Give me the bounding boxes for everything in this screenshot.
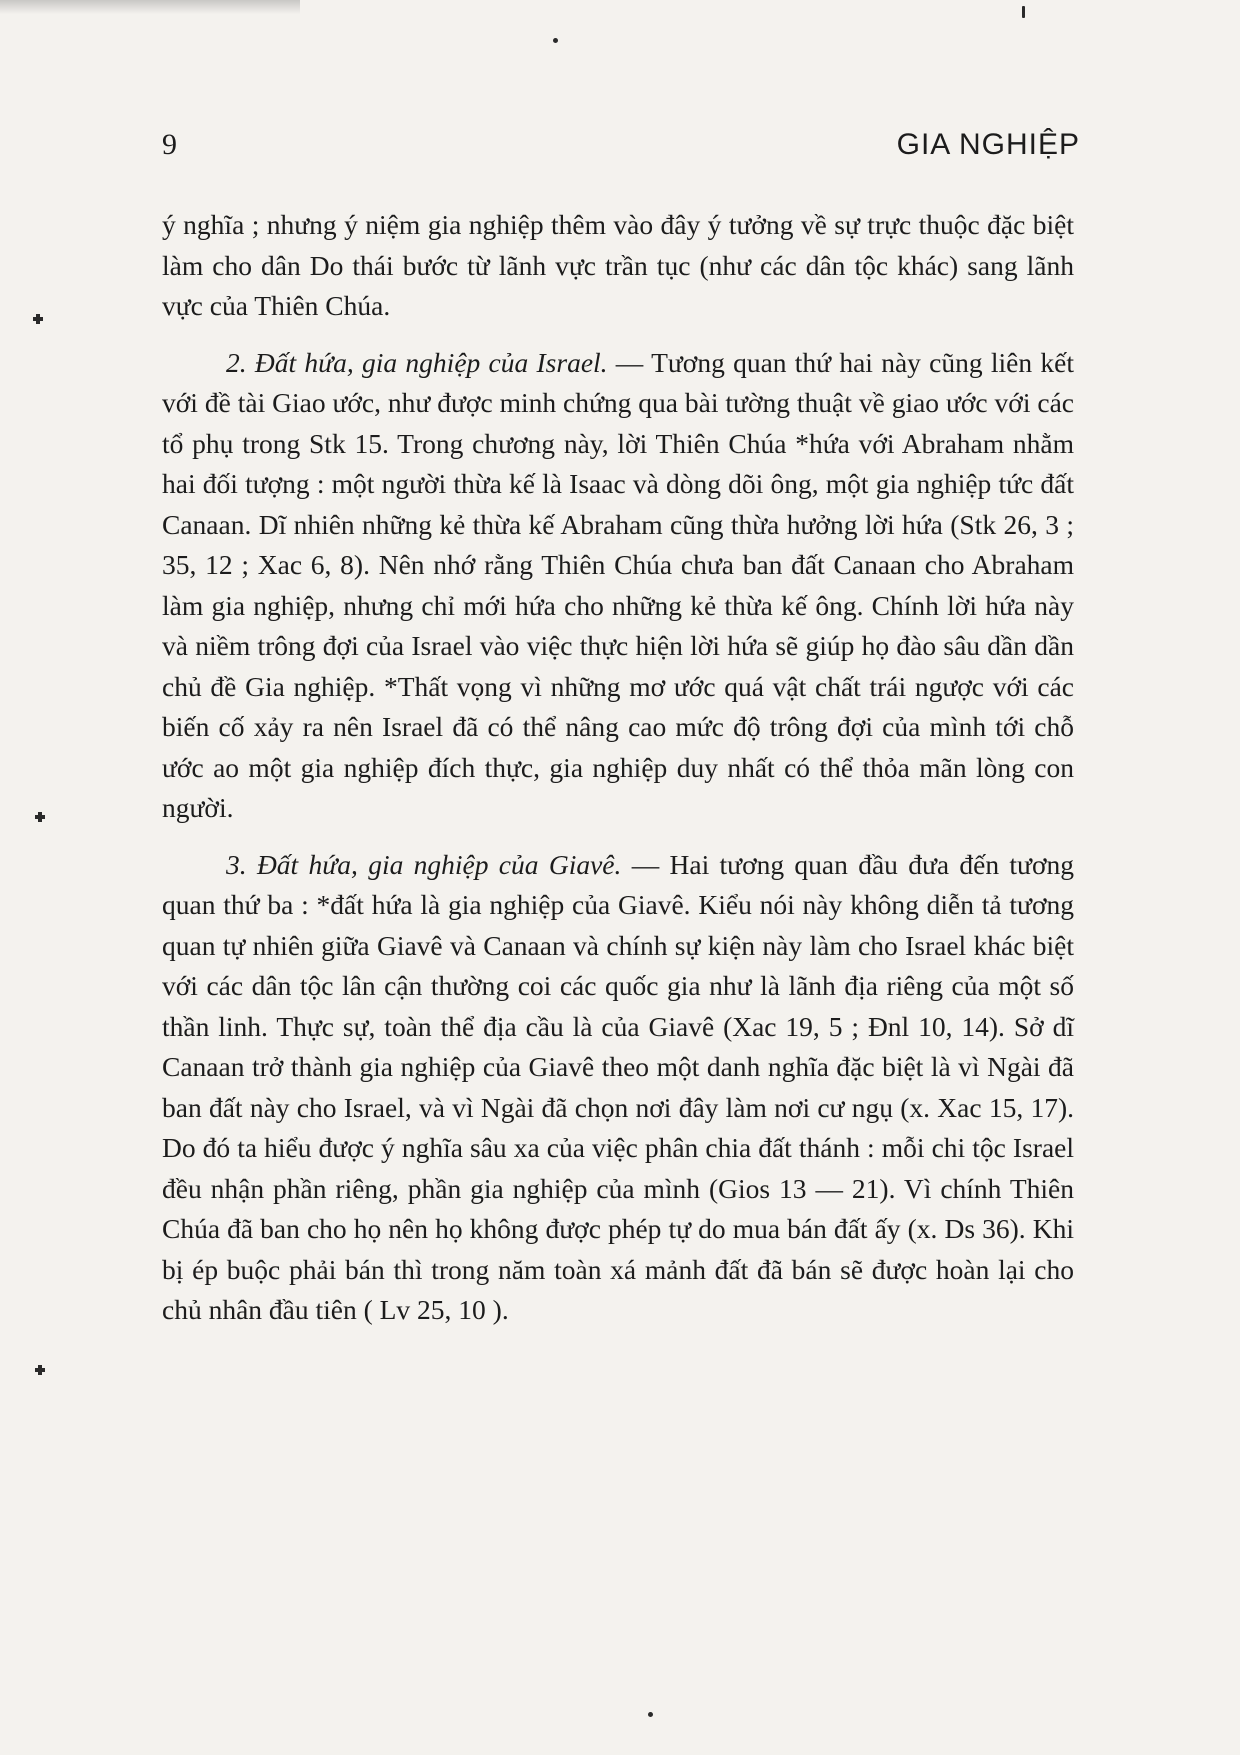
scan-edge-shadow	[0, 0, 300, 14]
page-number: 9	[162, 128, 177, 161]
paragraph-text: — Hai tương quan đầu đưa đến tương quan thứ ba : *đất hứa là gia nghiệp của Giavê. Kiểu nói này không diễn tả tương quan tự nhiên giữa Giavê và Canaan và chính sự kiện này làm cho Israel khác biệt với các dân tộc lân cận thường coi các quốc gia như là lãnh địa riêng của một số thần linh. Thực sự, toàn thể địa cầu là của Giavê (Xac 19, 5 ; Đnl 10, 14). Sở dĩ Canaan trở thành gia nghiệp của Giavê theo một danh nghĩa đặc biệt là vì Ngài đã ban đất này cho Israel, và vì Ngài đã chọn nơi đây làm nơi cư ngụ (x. Xac 15, 17). Do đó ta hiểu được ý nghĩa sâu xa của việc phân chia đất thánh : mỗi chi tộc Israel đều nhận phần riêng, phần gia nghiệp của mình (Gios 13 — 21). Vì chính Thiên Chúa đã ban cho họ nên họ không được phép tự do mua bán đất ấy (x. Ds 36). Khi bị ép buộc phải bán thì trong năm toàn xá mảnh đất đã bán sẽ được hoàn lại cho chủ nhân đầu tiên ( Lv 25, 10 ).	[162, 848, 1075, 1325]
ink-speck	[553, 38, 558, 43]
paragraph-text: ý nghĩa ; nhưng ý niệm gia nghiệp thêm vào đây ý tưởng về sự trực thuộc đặc biệt làm cho dân Do thái bước từ lãnh vực trần tục (như các dân tộc khác) sang lãnh vực của Thiên Chúa.	[162, 209, 1074, 321]
margin-cross-mark	[33, 314, 43, 324]
ink-speck	[648, 1712, 653, 1717]
section-heading: 2. Đất hứa, gia nghiệp của Israel.	[226, 346, 608, 378]
section-giave	[162, 845, 1074, 1331]
body-text	[162, 205, 1074, 1331]
ink-speck	[1022, 6, 1025, 18]
section-israel	[162, 343, 1074, 829]
margin-cross-mark	[35, 1365, 45, 1375]
section-heading: 3. Đất hứa, gia nghiệp của Giavê.	[226, 848, 622, 880]
paragraph-text: — Tương quan thứ hai này cũng liên kết với đề tài Giao ước, như được minh chứng qua bài tường thuật về giao ước với các tổ phụ trong Stk 15. Trong chương này, lời Thiên Chúa *hứa với Abraham nhằm hai đối tượng : một người thừa kế là Isaac và dòng dõi ông, một gia nghiệp tức đất Canaan. Dĩ nhiên những kẻ thừa kế Abraham cũng thừa hưởng lời hứa (Stk 26, 3 ; 35, 12 ; Xac 6, 8). Nên nhớ rằng Thiên Chúa chưa ban đất Canaan cho Abraham làm gia nghiệp, nhưng chỉ mới hứa cho những kẻ thừa kế ông. Chính lời hứa này và niềm trông đợi của Israel vào việc thực hiện lời hứa sẽ giúp họ đào sâu dần dần chủ đề Gia nghiệp. *Thất vọng vì những mơ ước quá vật chất trái ngược với các biến cố xảy ra nên Israel đã có thể nâng cao mức độ trông đợi của mình tới chỗ ước ao một gia nghiệp đích thực, gia nghiệp duy nhất có thể thỏa mãn lòng con người.	[162, 346, 1074, 823]
margin-cross-mark	[35, 812, 45, 822]
page-header	[162, 128, 1080, 168]
running-title: GIA NGHIỆP	[896, 128, 1080, 161]
paragraph-continuation	[162, 205, 1074, 327]
